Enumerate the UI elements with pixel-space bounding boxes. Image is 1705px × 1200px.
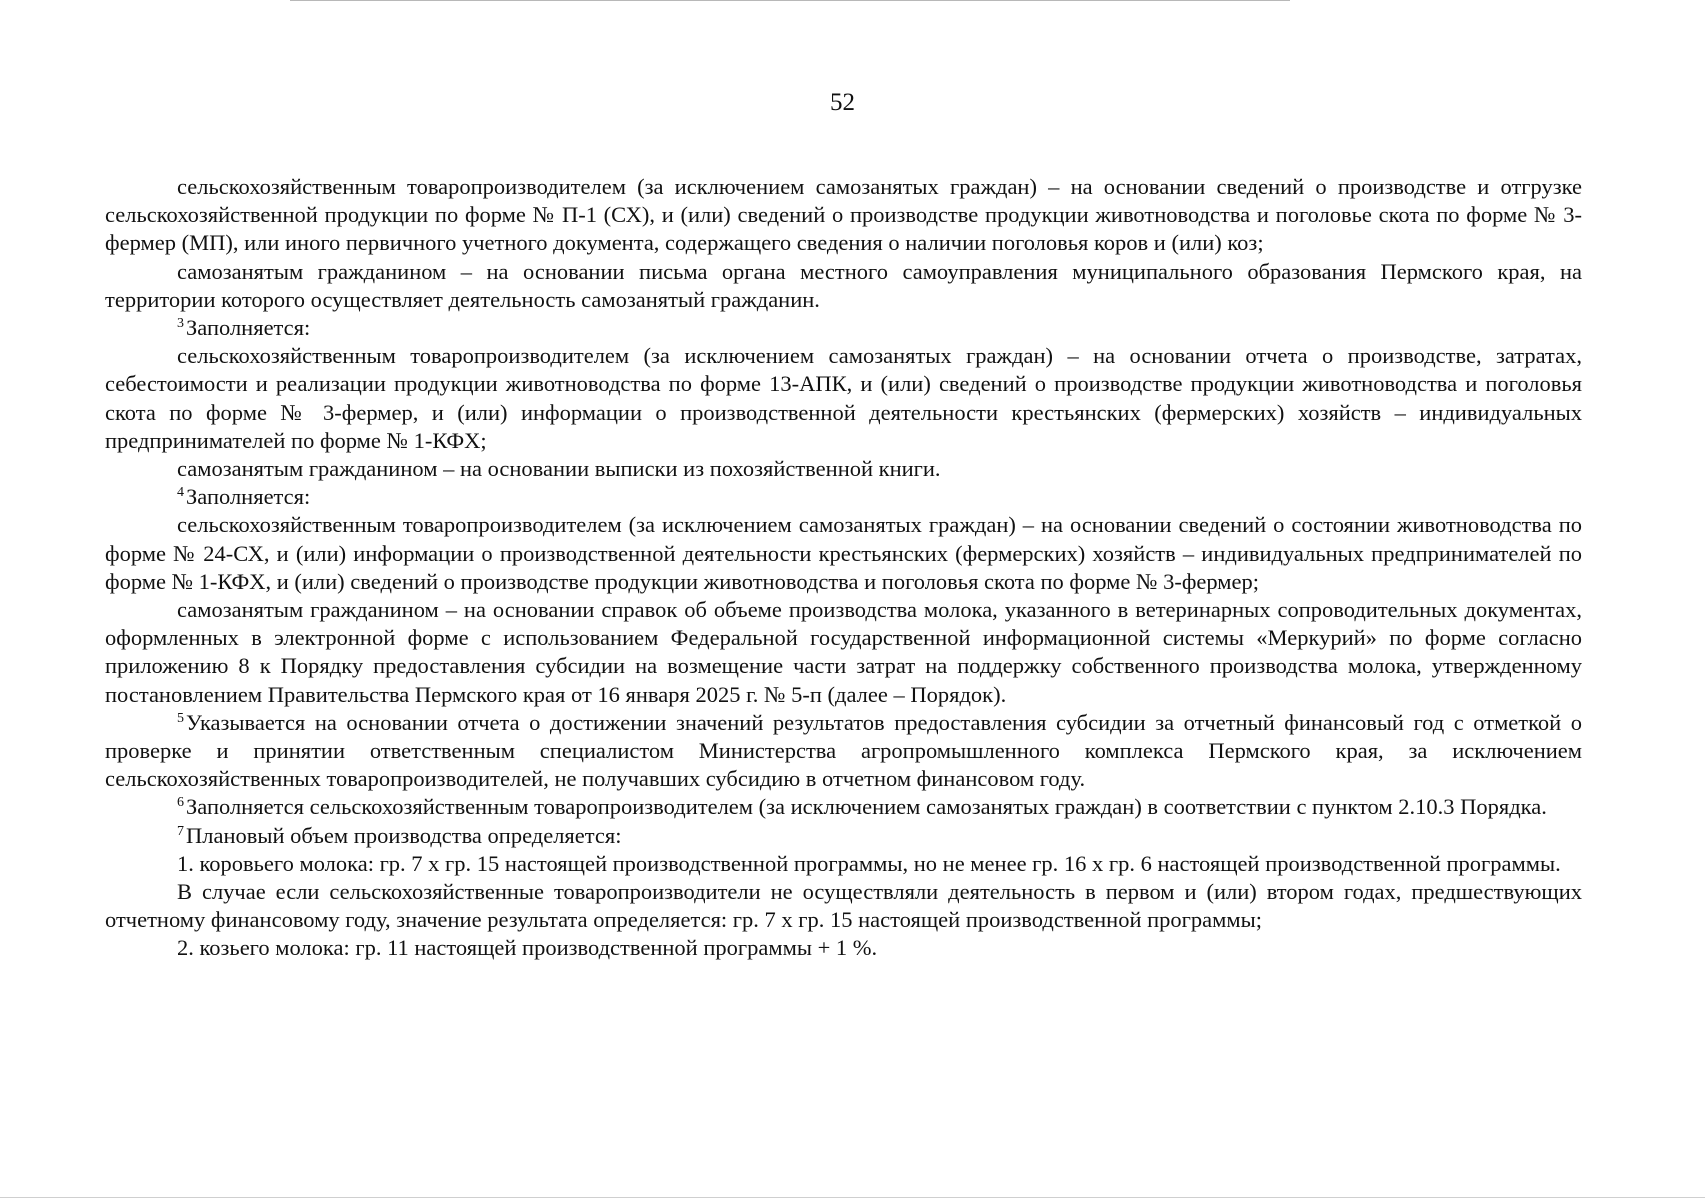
- paragraph-text: Заполняется:: [186, 315, 311, 341]
- paragraph-text: Указывается на основании отчета о достижении значений результатов предоставления субсидии за отчетный финансовый год с отметкой о проверке и принятии ответственным специалистом Министерства агропромышленного комплекса Пермского края, за исключением сельскохозяйственных товаропроизводителей, не получавших субсидию в отчетном финансовом году.: [105, 709, 1582, 792]
- paragraph: [105, 455, 1582, 483]
- paragraph: [105, 934, 1582, 962]
- paragraph: [105, 258, 1582, 314]
- footnote-heading: [105, 822, 1582, 850]
- paragraph-text: Заполняется сельскохозяйственным товаропроизводителем (за исключением самозанятых граждан) в соответствии с пунктом 2.10.3 Порядка.: [186, 794, 1547, 820]
- paragraph-text: Заполняется:: [186, 484, 311, 510]
- paragraph-text: самозанятым гражданином – на основании выписки из похозяйственной книги.: [177, 456, 941, 482]
- paragraph-text: сельскохозяйственным товаропроизводителем (за исключением самозанятых граждан) – на основании сведений о производстве и отгрузке сельскохозяйственной продукции по форме № П-1 (СХ), и (или) сведений о производстве продукции животноводства и поголовье скота по форме № 3-фермер (МП), или иного первичного учетного документа, содержащего сведения о наличии поголовья коров и (или) коз;: [105, 174, 1582, 256]
- paragraph-text: 1. коровьего молока: гр. 7 х гр. 15 настоящей производственной программы, но не менее гр. 16 х гр. 6 настоящей производственной программы.: [177, 850, 1561, 876]
- paragraph-text: В случае если сельскохозяйственные товаропроизводители не осуществляли деятельность в первом и (или) втором годах, предшествующих отчетному финансовому году, значение результата определяется: гр. 7 х гр. 15 настоящей производственной программы;: [105, 879, 1582, 933]
- paragraph: [105, 342, 1582, 455]
- scan-edge-top: [290, 0, 1290, 1]
- footnote-marker: 7: [177, 823, 184, 839]
- footnote-marker: 3: [177, 316, 184, 332]
- footnote-marker: 6: [177, 795, 184, 811]
- scan-edge-bottom: [0, 1197, 1705, 1198]
- paragraph: [105, 850, 1582, 878]
- paragraph: [105, 511, 1582, 596]
- paragraph-text: 2. козьего молока: гр. 11 настоящей производственной программы + 1 %.: [177, 935, 878, 961]
- footnote-heading: [105, 314, 1582, 342]
- footnote-paragraph: [105, 793, 1582, 821]
- footnote-marker: 5: [177, 710, 184, 726]
- paragraph: [105, 596, 1582, 709]
- footnote-heading: [105, 483, 1582, 511]
- footnote-paragraph: [105, 709, 1582, 794]
- paragraph-text: сельскохозяйственным товаропроизводителем (за исключением самозанятых граждан) – на основании сведений о состоянии животноводства по форме № 24-СХ, и (или) информации о производственной деятельности крестьянских (фермерских) хозяйств – индивидуальных предпринимателей по форме № 1-КФХ, и (или) сведений о производстве продукции животноводства и поголовья скота по форме № 3-фермер;: [105, 512, 1582, 594]
- paragraph-text: самозанятым гражданином – на основании письма органа местного самоуправления муниципального образования Пермского края, на территории которого осуществляет деятельность самозанятый гражданин.: [105, 258, 1582, 312]
- paragraph-text: Плановый объем производства определяется:: [186, 822, 622, 848]
- paragraph: [105, 173, 1582, 258]
- paragraph-text: самозанятым гражданином – на основании справок об объеме производства молока, указанного в ветеринарных сопроводительных документах, оформленных в электронной форме с использованием Федеральной государственной информационной системы «Меркурий» по форме согласно приложению 8 к Порядку предоставления субсидии на возмещение части затрат на поддержку собственного производства молока, утвержденному постановлением Правительства Пермского края от 16 января 2025 г. № 5-п (далее – Порядок).: [105, 597, 1582, 707]
- paragraph-text: сельскохозяйственным товаропроизводителем (за исключением самозанятых граждан) – на основании отчета о производстве, затратах, себестоимости и реализации продукции животноводства по форме 13-АПК, и (или) сведений о производстве продукции животноводства и поголовья скота по форме № 3-фермер, и (или) информации о производственной деятельности крестьянских (фермерских) хозяйств – индивидуальных предпринимателей по форме № 1-КФХ;: [105, 343, 1582, 453]
- footnote-marker: 4: [177, 485, 184, 501]
- paragraph: [105, 878, 1582, 934]
- page-number: 52: [830, 89, 855, 116]
- document-body: [105, 173, 1582, 963]
